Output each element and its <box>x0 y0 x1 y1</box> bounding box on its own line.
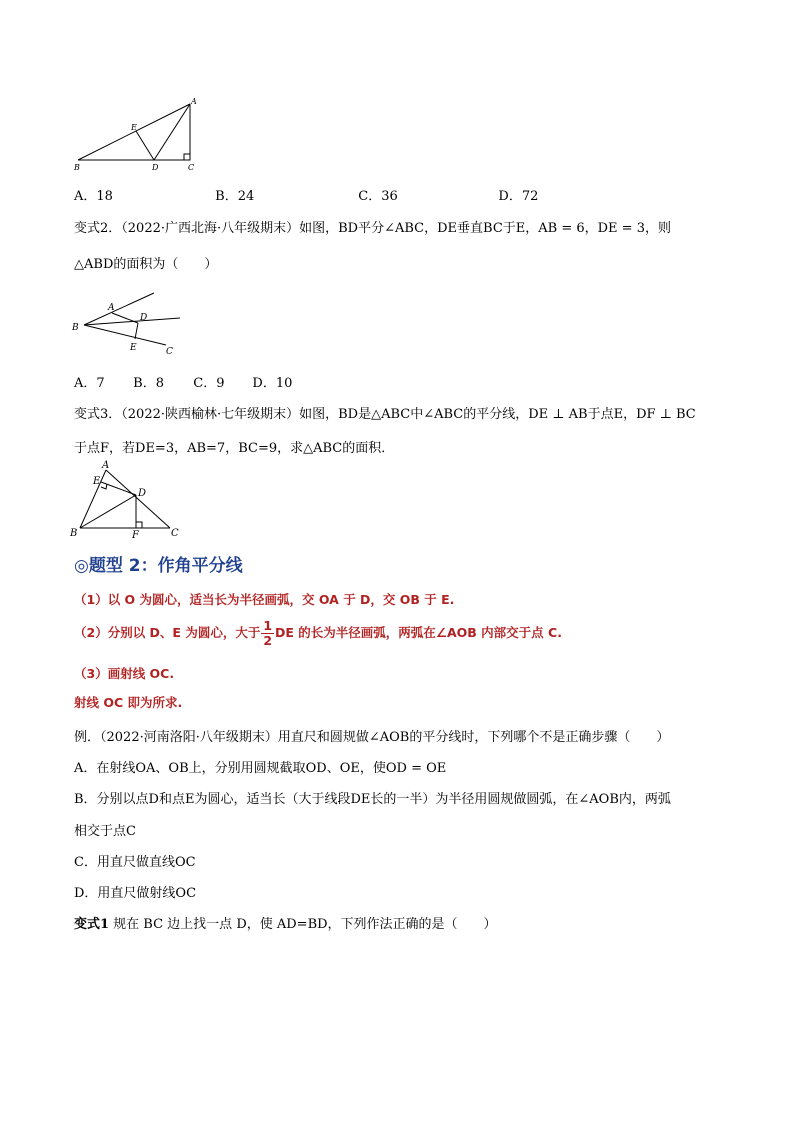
example-option-b-line1: B．分别以点D和点E为圆心，适当长（大于线段DE长的一半）为半径用圆规做圆弧，在∠AOB内，两弧 <box>74 792 671 807</box>
label-A: A <box>108 303 115 313</box>
example-stem: 例．（2022·河南洛阳·八年级期末）用直尺和圆规做∠AOB的平分线时，下列哪个不是正确步骤（ ） <box>74 730 670 745</box>
label-D: D <box>138 488 147 499</box>
label-E: E <box>130 343 137 353</box>
example-option-d: D．用直尺做射线OC <box>74 886 197 901</box>
option-b: B．24 <box>215 189 255 204</box>
variant1-label: 变式1 <box>74 917 110 932</box>
label-D: D <box>140 313 148 323</box>
label-E: E <box>131 123 137 132</box>
option-a: A．18 <box>74 189 113 204</box>
variant2-line2: △ABD的面积为（ ） <box>74 257 218 272</box>
step-2-prefix: （2）分别以 D、E 为圆心，大于 <box>74 625 261 640</box>
conclusion: 射线 OC 即为所求. <box>74 695 183 710</box>
block1-options <box>74 185 538 204</box>
step-1: （1）以 O 为圆心，适当长为半径画弧，交 OA 于 D，交 OB 于 E. <box>74 592 455 607</box>
label-C: C <box>171 528 179 538</box>
figure-triangle-3 <box>68 456 186 538</box>
variant2-options <box>74 372 292 391</box>
step-3: （3）画射线 OC. <box>74 666 175 681</box>
option-c: C．36 <box>358 189 398 204</box>
label-B: B <box>72 323 79 333</box>
fraction-denominator: 2 <box>263 633 273 648</box>
variant3-line1: 变式3．（2022·陕西榆林·七年级期末）如图，BD是△ABC中∠ABC的平分线，DE ⊥ AB于点E，DF ⊥ BC <box>74 407 696 422</box>
step-2-suffix: DE 的长为半径画弧，两弧在∠AOB 内部交于点 C. <box>275 625 562 640</box>
label-C: C <box>166 347 173 357</box>
label-B: B <box>70 528 78 538</box>
label-A: A <box>191 97 197 106</box>
option-d: D．72 <box>498 189 539 204</box>
label-E: E <box>93 476 101 487</box>
variant1-question <box>74 913 497 932</box>
option-d: D．10 <box>252 376 293 391</box>
example-option-c: C．用直尺做直线OC <box>74 855 196 870</box>
example-option-a: A．在射线OA、OB上，分别用圆规截取OD、OE，使OD = OE <box>74 761 447 776</box>
label-C: C <box>188 163 195 172</box>
label-A: A <box>102 460 110 471</box>
variant3-line2: 于点F，若DE=3，AB=7，BC=9，求△ABC的面积． <box>74 441 395 456</box>
variant2-line1: 变式2．（2022·广西北海·八年级期末）如图，BD平分∠ABC，DE垂直BC于E，AB = 6，DE = 3，则 <box>74 221 671 236</box>
step-2 <box>74 619 562 648</box>
figure-angle-2 <box>68 290 188 360</box>
label-D: D <box>152 163 159 172</box>
figure-triangle-1 <box>70 96 205 174</box>
option-b: B．8 <box>133 376 164 391</box>
example-option-b-line2: 相交于点C <box>74 824 136 839</box>
section-heading: ◎题型 2：作角平分线 <box>74 556 243 576</box>
label-F: F <box>132 530 139 538</box>
option-a: A．7 <box>74 376 105 391</box>
fraction-numerator: 1 <box>263 618 273 633</box>
fraction-one-half <box>261 619 274 648</box>
variant1-text: 规在 BC 边上找一点 D，使 AD=BD，下列作法正确的是（ ） <box>109 917 497 932</box>
label-B: B <box>74 163 80 172</box>
option-c: C．9 <box>193 376 225 391</box>
